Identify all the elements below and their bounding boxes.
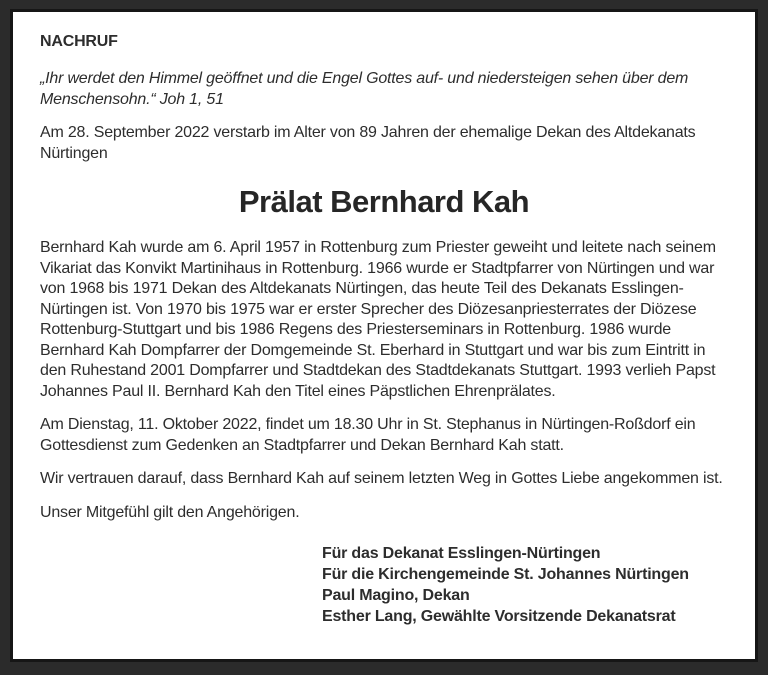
memorial-service-paragraph: Am Dienstag, 11. Oktober 2022, findet um 18.30 Uhr in St. Stephanus in Nürtingen-Roßdorf ein Gottesdienst zum Gedenken an Stadtpfarrer und Dekan Bernhard Kah statt.	[40, 416, 696, 454]
signature-block	[322, 543, 728, 627]
obituary-kicker: NACHRUF	[40, 33, 118, 50]
obituary-card	[10, 9, 758, 662]
signature-line: Paul Magino, Dekan	[322, 587, 470, 604]
biography-paragraph: Bernhard Kah wurde am 6. April 1957 in Rottenburg zum Priester geweiht und leitete nach seinem Vikariat das Konvikt Martinihaus in Rottenburg. 1966 wurde er Stadtpfarrer von Nürtingen und war von 1968 bis 1971 Dekan des Altdekanats Nürtingen, das heute Teil des Dekanats Esslingen-Nürtingen ist. Von 1970 bis 1975 war er erster Sprecher des Diözesanpriesterrates der Diözese Rottenburg-Stuttgart und bis 1986 Regens des Priesterseminars in Rottenburg. 1986 wurde Bernhard Kah Dompfarrer der Domgemeinde St. Eberhard in Stuttgart und war bis zum Eintritt in den Ruhestand 2001 Dompfarrer und Stadtdekan des Stadtdekanats Stuttgart. 1993 verlieh Papst Johannes Paul II. Bernhard Kah den Titel eines Päpstlichen Ehrenprälates.	[40, 239, 716, 400]
sympathy-line: Unser Mitgefühl gilt den Angehörigen.	[40, 503, 300, 521]
death-announcement: Am 28. September 2022 verstarb im Alter von 89 Jahren der ehemalige Dekan des Altdekanats Nürtingen	[40, 124, 696, 162]
condolence-paragraph: Wir vertrauen darauf, dass Bernhard Kah auf seinem letzten Weg in Gottes Liebe angekommen ist.	[40, 470, 723, 487]
deceased-name: Prälat Bernhard Kah	[238, 184, 530, 219]
scripture-quote: „Ihr werdet den Himmel geöffnet und die Engel Gottes auf- und niedersteigen sehen über dem Menschensohn.“ Joh 1, 51	[40, 70, 689, 108]
signature-line: Für das Dekanat Esslingen-Nürtingen	[322, 545, 601, 562]
signature-line: Esther Lang, Gewählte Vorsitzende Dekanatsrat	[322, 608, 676, 625]
signature-line: Für die Kirchengemeinde St. Johannes Nürtingen	[322, 566, 689, 583]
